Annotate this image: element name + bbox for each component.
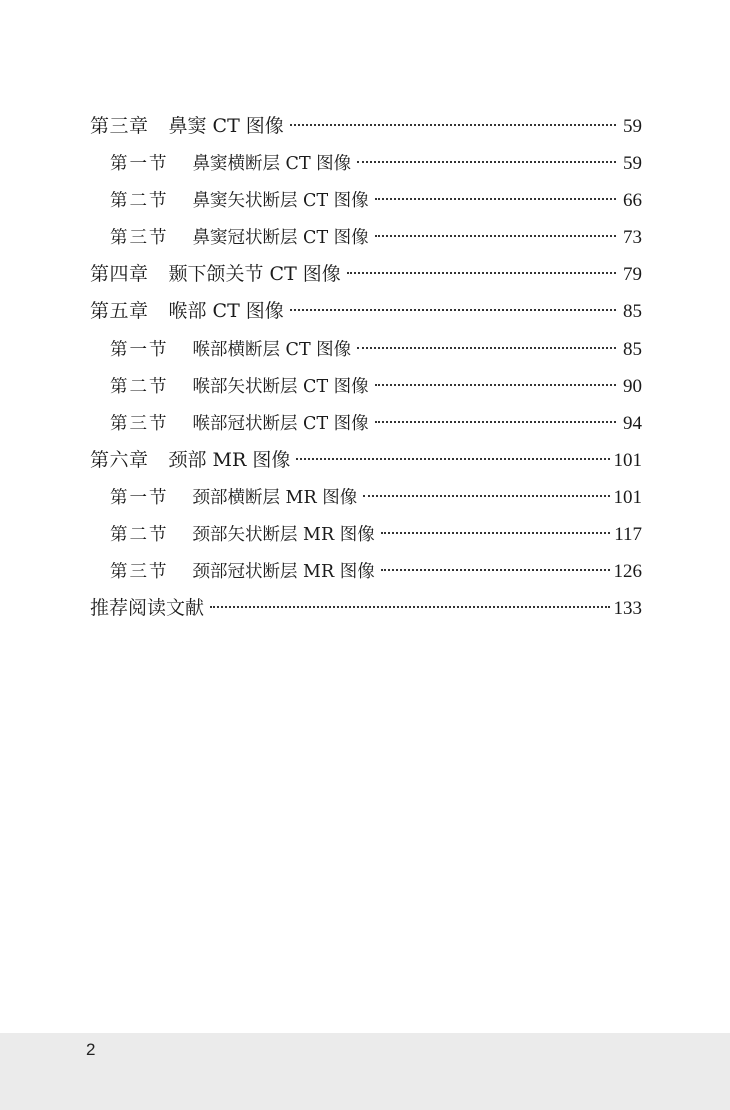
toc-entry-title: 鼻窦冠状断层 CT 图像 — [192, 228, 369, 249]
toc-entry[interactable] — [90, 553, 642, 590]
toc-entry-title: 颈部矢状断层 MR 图像 — [192, 525, 375, 546]
toc-entry-title: 鼻窦横断层 CT 图像 — [192, 154, 352, 175]
toc-entry[interactable] — [90, 256, 642, 293]
dot-leader — [381, 569, 610, 571]
toc-entry-title: 颈部横断层 MR 图像 — [192, 487, 358, 508]
dot-leader — [210, 606, 609, 608]
toc-entry-page: 85 — [623, 338, 642, 360]
toc-entry-page: 133 — [613, 598, 642, 620]
toc-entry-label: 第四章 — [90, 263, 149, 286]
dot-leader — [357, 161, 616, 163]
toc-entry-label: 第三章 — [90, 115, 149, 137]
toc-entry-page: 73 — [623, 227, 642, 249]
dot-leader — [375, 198, 616, 200]
toc-entry-page: 101 — [613, 486, 642, 508]
toc-entry-label: 第三节 — [110, 228, 169, 249]
toc-entry-label: 第五章 — [90, 300, 149, 323]
toc-entry[interactable] — [90, 442, 642, 479]
footer-band — [0, 1033, 730, 1110]
toc-entry-label: 第一节 — [110, 339, 169, 360]
toc-entry-label: 第一节 — [110, 154, 169, 175]
toc-entry-label: 第二节 — [110, 376, 169, 397]
dot-leader — [381, 532, 610, 534]
dot-leader — [375, 421, 616, 423]
toc-entry[interactable] — [90, 479, 642, 516]
toc-entry-page: 94 — [623, 412, 642, 434]
table-of-contents — [90, 108, 642, 627]
dot-leader — [347, 272, 616, 274]
toc-entry[interactable] — [90, 331, 642, 368]
toc-entry-title: 喉部横断层 CT 图像 — [192, 339, 352, 360]
dot-leader — [375, 235, 616, 237]
toc-entry-page: 66 — [623, 190, 642, 212]
dot-leader — [290, 309, 616, 311]
toc-entry-title: 推荐阅读文献 — [90, 597, 205, 620]
toc-entry[interactable] — [90, 293, 642, 330]
toc-entry[interactable] — [90, 219, 642, 256]
toc-entry-page: 126 — [613, 561, 642, 583]
page-number: 2 — [86, 1040, 96, 1059]
toc-entry-page: 59 — [623, 153, 642, 175]
dot-leader — [375, 384, 616, 386]
toc-entry-title: 颈部 MR 图像 — [168, 448, 291, 471]
toc-entry-page: 59 — [623, 116, 642, 137]
toc-entry[interactable] — [90, 405, 642, 442]
toc-entry-page: 90 — [623, 375, 642, 397]
toc-entry-title: 喉部 CT 图像 — [168, 300, 284, 323]
dot-leader — [290, 124, 616, 126]
toc-entry-title: 喉部矢状断层 CT 图像 — [192, 376, 369, 397]
toc-entry-page: 79 — [623, 264, 642, 286]
toc-entry-title: 喉部冠状断层 CT 图像 — [192, 413, 369, 434]
toc-entry[interactable] — [90, 590, 642, 627]
dot-leader — [363, 495, 609, 497]
toc-entry-title: 颈部冠状断层 MR 图像 — [192, 562, 375, 583]
toc-entry-label: 第二节 — [110, 525, 169, 546]
toc-entry-title: 鼻窦矢状断层 CT 图像 — [192, 191, 369, 212]
toc-entry-page: 85 — [623, 301, 642, 323]
toc-entry-label: 第三节 — [110, 562, 169, 583]
toc-entry[interactable] — [90, 182, 642, 219]
toc-entry-label: 第六章 — [90, 448, 149, 471]
toc-entry-title: 颞下颌关节 CT 图像 — [168, 263, 341, 286]
toc-entry-page: 117 — [614, 524, 642, 546]
toc-entry[interactable] — [90, 108, 642, 145]
dot-leader — [357, 347, 616, 349]
dot-leader — [296, 458, 609, 460]
toc-entry-label: 第三节 — [110, 413, 169, 434]
toc-entry[interactable] — [90, 516, 642, 553]
toc-entry-label: 第二节 — [110, 191, 169, 212]
toc-entry-page: 101 — [613, 449, 642, 471]
toc-entry-title: 鼻窦 CT 图像 — [168, 115, 284, 137]
toc-entry-label: 第一节 — [110, 487, 169, 508]
toc-entry[interactable] — [90, 368, 642, 405]
toc-entry[interactable] — [90, 145, 642, 182]
